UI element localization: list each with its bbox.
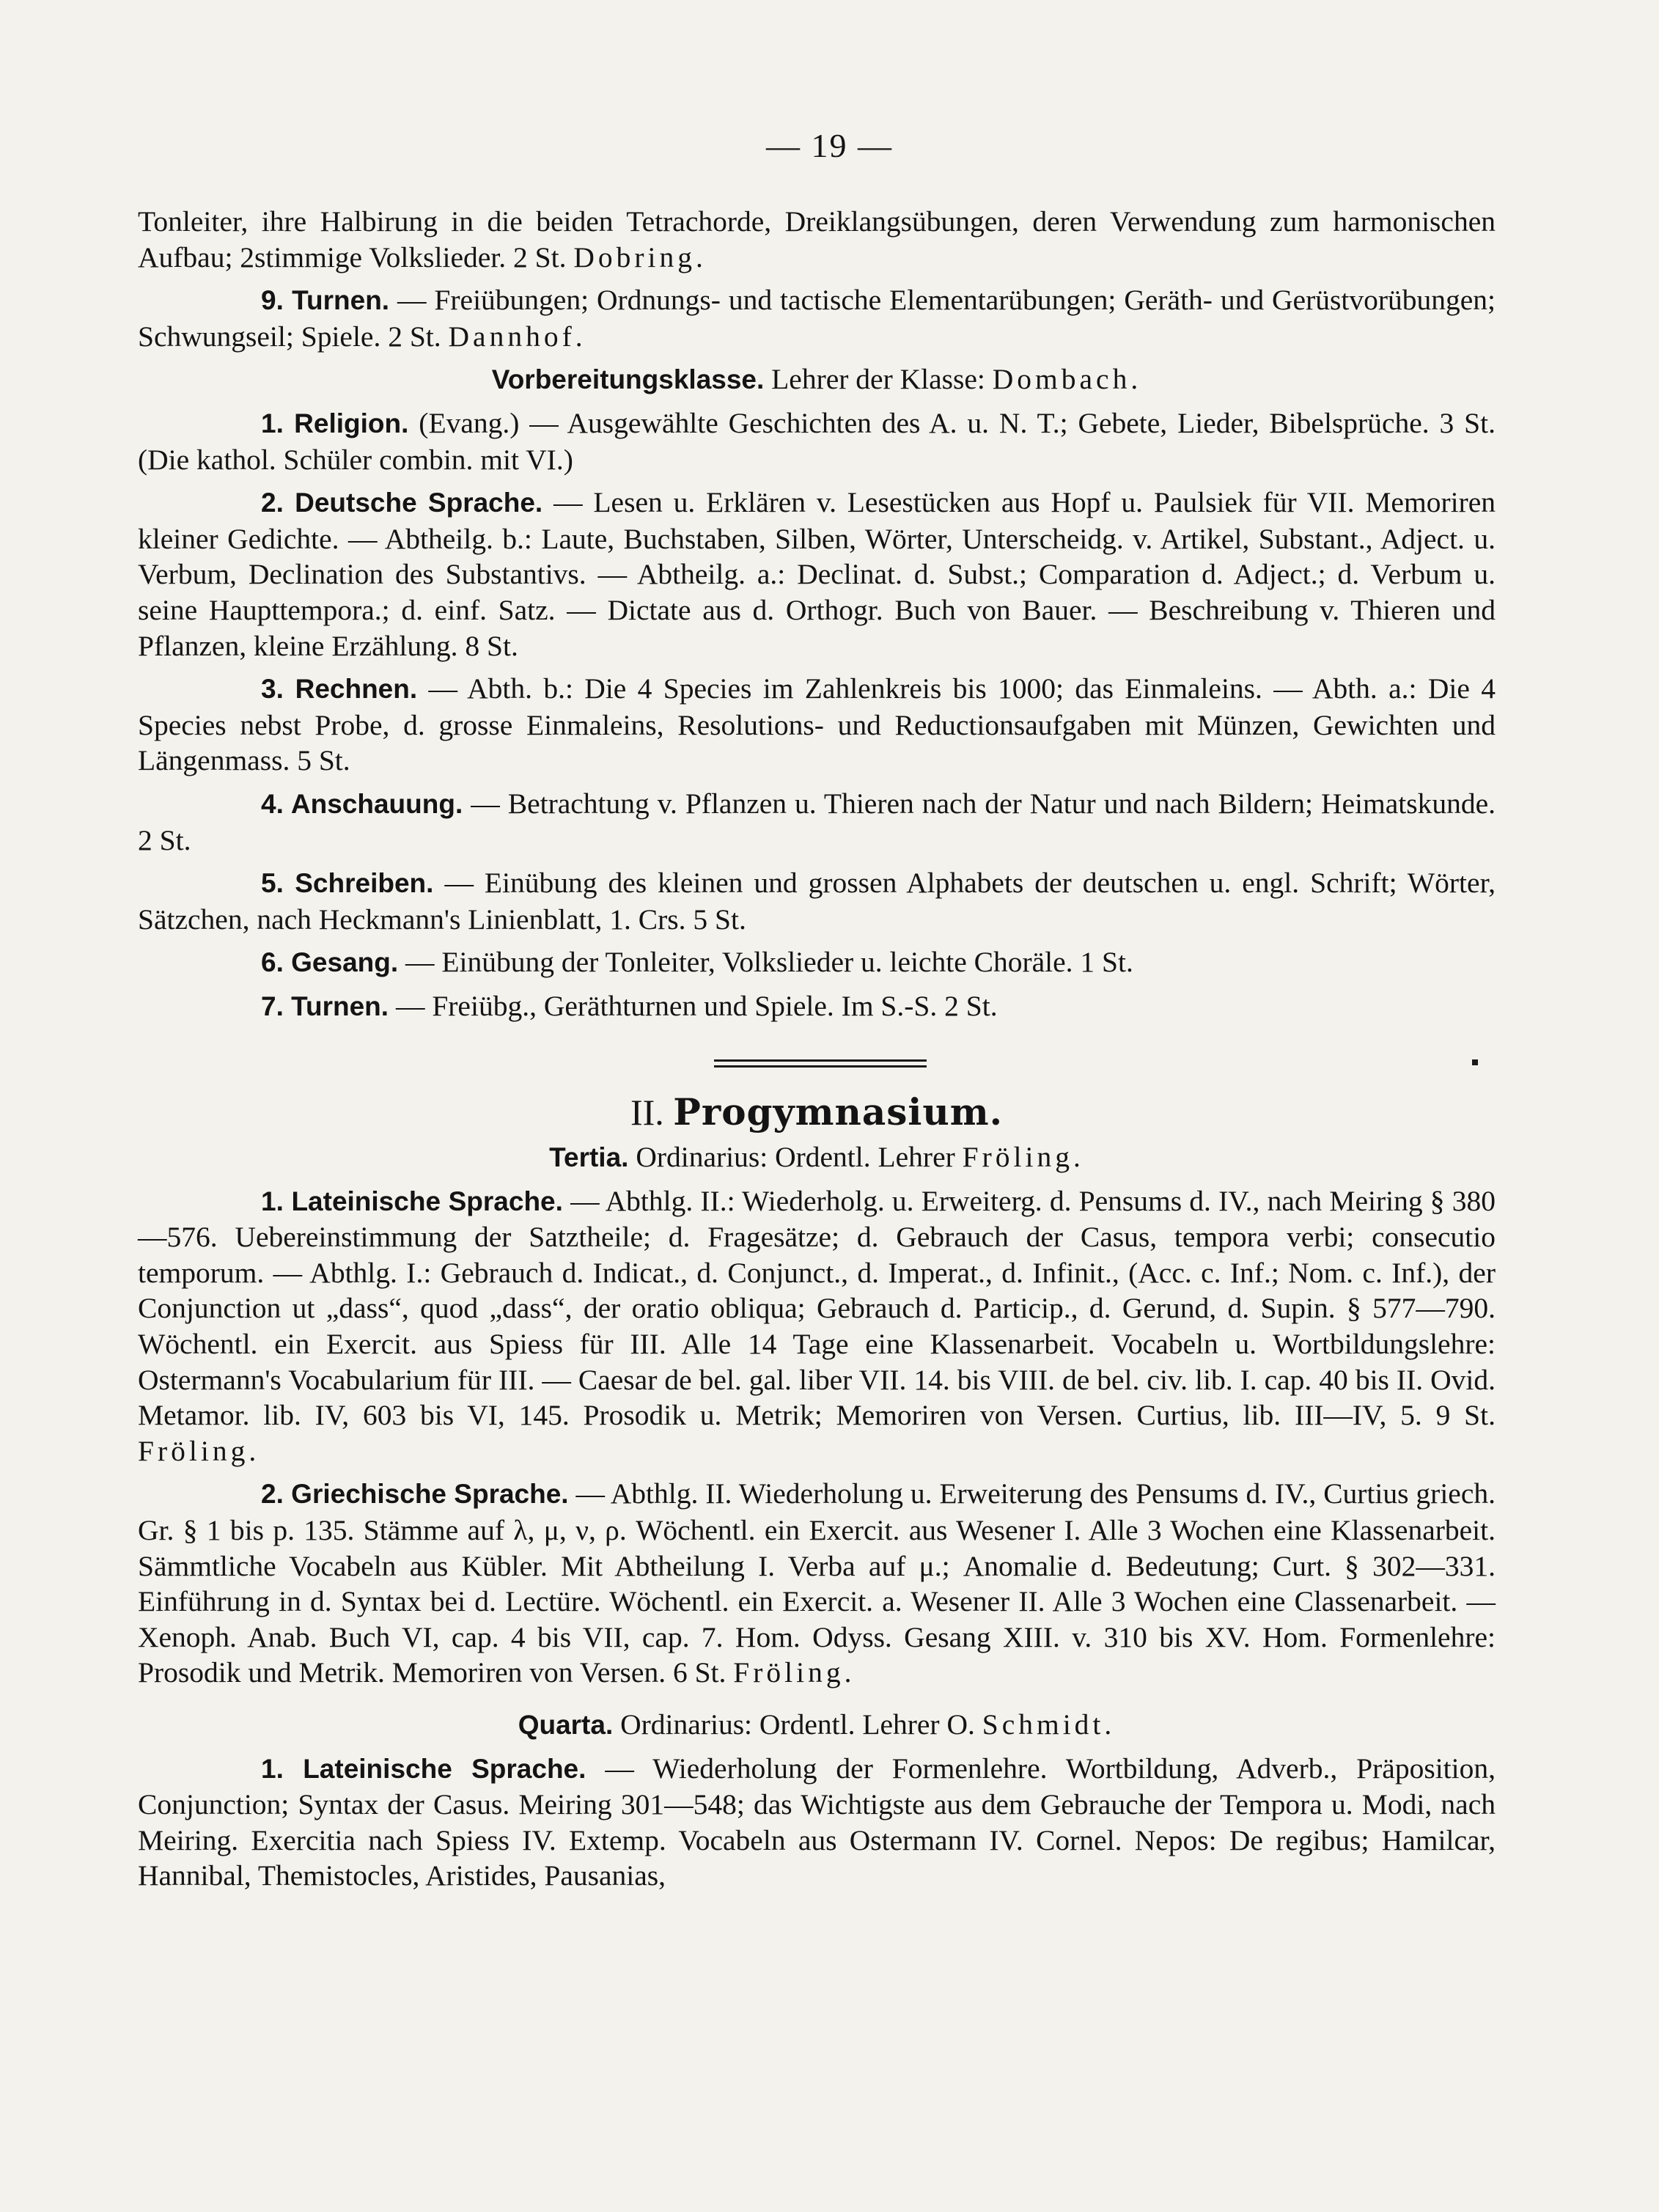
paragraph-lateinische-sprache-quarta: 1. Lateinische Sprache. — Wiederholung der Formenlehre. Wortbildung, Adverb., Präposition, Conjunction; Syntax der Casus. Meiring 301—548; das Wichtigste aus dem Gebrauche der Tempora u. Modi, nach Meiring. Exercitia nach Spiess IV. Extemp. Vocabeln aus Ostermann IV. Cornel. Nepos: De regibus; Hamilcar, Hannibal, Themistocles, Aristides, Pausanias, — [138, 1752, 1496, 1892]
teacher-name: Fröling. — [962, 1141, 1084, 1174]
subject-heading: 5. Schreiben. — [261, 868, 434, 899]
paragraph-religion: 1. Religion. (Evang.) — Ausgewählte Geschichten des A. u. N. T.; Gebete, Lieder, Bibelsprüche. 3 St. (Die kathol. Schüler combin. mit VI.) — [138, 406, 1496, 476]
paragraph-gesang-continued: Tonleiter, ihre Halbirung in die beiden Tetrachorde, Dreiklangsübungen, deren Verwendung zum harmonischen Aufbau; 2stimmige Volkslieder. 2 St. Dobring. — [138, 205, 1496, 273]
class-heading-quarta: Quarta. Ordinarius: Ordentl. Lehrer O. Schmidt. — [518, 1708, 1116, 1741]
divider-line — [714, 1065, 927, 1068]
paragraph-griechische-sprache: 2. Griechische Sprache. — Abthlg. II. Wiederholung u. Erweiterung des Pensums d. IV., Curtius griech. Gr. § 1 bis p. 135. Stämme auf λ, μ, ν, ρ. Wöchentl. ein Exercit. aus Wesener I. Alle 3 Wochen eine Klassenarbeit. Sämmtliche Vocabeln aus Kübler. Mit Abtheilung I. Verba auf μ.; Anomalie d. Bedeutung; Curt. § 302—331. Einführung in d. Syntax bei d. Lectüre. Wöchentl. ein Exercit. a. Wesener II. Alle 3 Wochen eine Classenarbeit. — Xenoph. Anab. Buch VI, cap. 4 bis VII, cap. 7. Hom. Odyss. Gesang XIII. v. 310 bis XV. Hom. Formenlehre: Prosodik und Metrik. Memoriren von Versen. 6 St. Fröling. — [138, 1477, 1496, 1689]
teacher-name: Schmidt. — [982, 1708, 1116, 1741]
teacher-name: Dombach. — [992, 363, 1142, 396]
section-title: II. Progymnasium. — [630, 1090, 1004, 1134]
teacher-name: Dannhof. — [448, 320, 586, 353]
subject-heading: 1. Religion. — [261, 408, 409, 438]
class-heading-vorbereitungsklasse: Vorbereitungsklasse. Lehrer der Klasse: Dombach. — [491, 363, 1142, 396]
page-number: — 19 — — [766, 127, 893, 164]
paragraph-gesang: 6. Gesang. — Einübung der Tonleiter, Volkslieder u. leichte Choräle. 1 St. — [261, 946, 1133, 979]
paragraph-deutsche-sprache: 2. Deutsche Sprache. — Lesen u. Erklären v. Lesestücken aus Hopf u. Paulsiek für VII. Memoriren kleiner Gedichte. — Abtheilg. b.: Laute, Buchstaben, Silben, Wörter, Unterscheidg. v. Artikel, Substant., Adject. u. Verbum, Declination des Substantivs. — Abtheilg. a.: Declinat. d. Subst.; Comparation d. Adject.; d. Verbum u. seine Haupttempora.; d. einf. Satz. — Dictate aus d. Orthogr. Buch von Bauer. — Beschreibung v. Thieren und Pflanzen, kleine Erzählung. 8 St. — [138, 486, 1496, 662]
paragraph-turnen: 9. Turnen. — Freiübungen; Ordnungs- und tactische Elementarübungen; Geräth- und Gerüstvorübungen; Schwungseil; Spiele. 2 St. Dannhof. — [138, 284, 1496, 353]
teacher-name: Fröling. — [138, 1434, 260, 1467]
subject-heading: 7. Turnen. — [261, 991, 389, 1021]
paragraph-turnen-vk: 7. Turnen. — Freiübg., Geräthturnen und Spiele. Im S.-S. 2 St. — [261, 989, 998, 1022]
paragraph-anschauung: 4. Anschauung. — Betrachtung v. Pflanzen u. Thieren nach der Natur und nach Bildern; Heimatskunde. 2 St. — [138, 787, 1496, 856]
paragraph-rechnen: 3. Rechnen. — Abth. b.: Die 4 Species im Zahlenkreis bis 1000; das Einmaleins. — Abth. a.: Die 4 Species nebst Probe, d. grosse Einmaleins, Resolutions- und Reductionsaufgaben mit Münzen, Gewichten und Längenmass. 5 St. — [138, 672, 1496, 777]
subject-heading: 3. Rechnen. — [261, 674, 418, 705]
subject-heading: 1. Lateinische Sprache. — [261, 1186, 563, 1216]
subject-heading: 4. Anschauung. — [261, 788, 463, 819]
printing-speck — [1472, 1059, 1478, 1065]
teacher-name: Dobring. — [573, 240, 707, 273]
section-divider — [138, 1049, 1496, 1089]
subject-heading: 6. Gesang. — [261, 947, 399, 978]
subject-heading: 2. Griechische Sprache. — [261, 1479, 569, 1510]
subject-heading: 9. Turnen. — [261, 285, 390, 316]
subject-heading: 2. Deutsche Sprache. — [261, 488, 543, 518]
body-text — [138, 204, 1496, 1894]
teacher-name: Fröling. — [733, 1656, 856, 1689]
paragraph-schreiben: 5. Schreiben. — Einübung des kleinen und grossen Alphabets der deutschen u. engl. Schrift; Wörter, Sätzchen, nach Heckmann's Linienblatt, 1. Crs. 5 St. — [138, 867, 1496, 936]
divider-line — [714, 1059, 927, 1062]
class-heading-tertia: Tertia. Ordinarius: Ordentl. Lehrer Fröling. — [549, 1141, 1084, 1174]
subject-heading: 1. Lateinische Sprache. — [261, 1753, 586, 1784]
paragraph-lateinische-sprache-tertia: 1. Lateinische Sprache. — Abthlg. II.: Wiederholg. u. Erweiterg. d. Pensums d. IV., nach Meiring § 380—576. Uebereinstimmung der Satztheile; d. Fragesätze; d. Gebrauch der Casus, tempora verbi; consecutio temporum. — Abthlg. I.: Gebrauch d. Indicat., d. Conjunct., d. Imperat., d. Infinit., (Acc. c. Inf.; Nom. c. Inf.), der Conjunction ut „dass“, quod „dass“, der oratio obliqua; Gebrauch d. Particip., d. Gerund, d. Supin. § 577—790. Wöchentl. ein Exercit. aus Spiess für III. Alle 14 Tage eine Klassenarbeit. Vocabeln u. Wortbildungslehre: Ostermann's Vocabularium für III. — Caesar de bel. gal. liber VII. 14. bis VIII. de bel. civ. lib. I. cap. 40 bis II. Ovid. Metamor. lib. IV, 603 bis VI, 145. Prosodik u. Metrik; Memoriren von Versen. Curtius, lib. III—IV, 5. 9 St. Fröling. — [138, 1184, 1496, 1467]
